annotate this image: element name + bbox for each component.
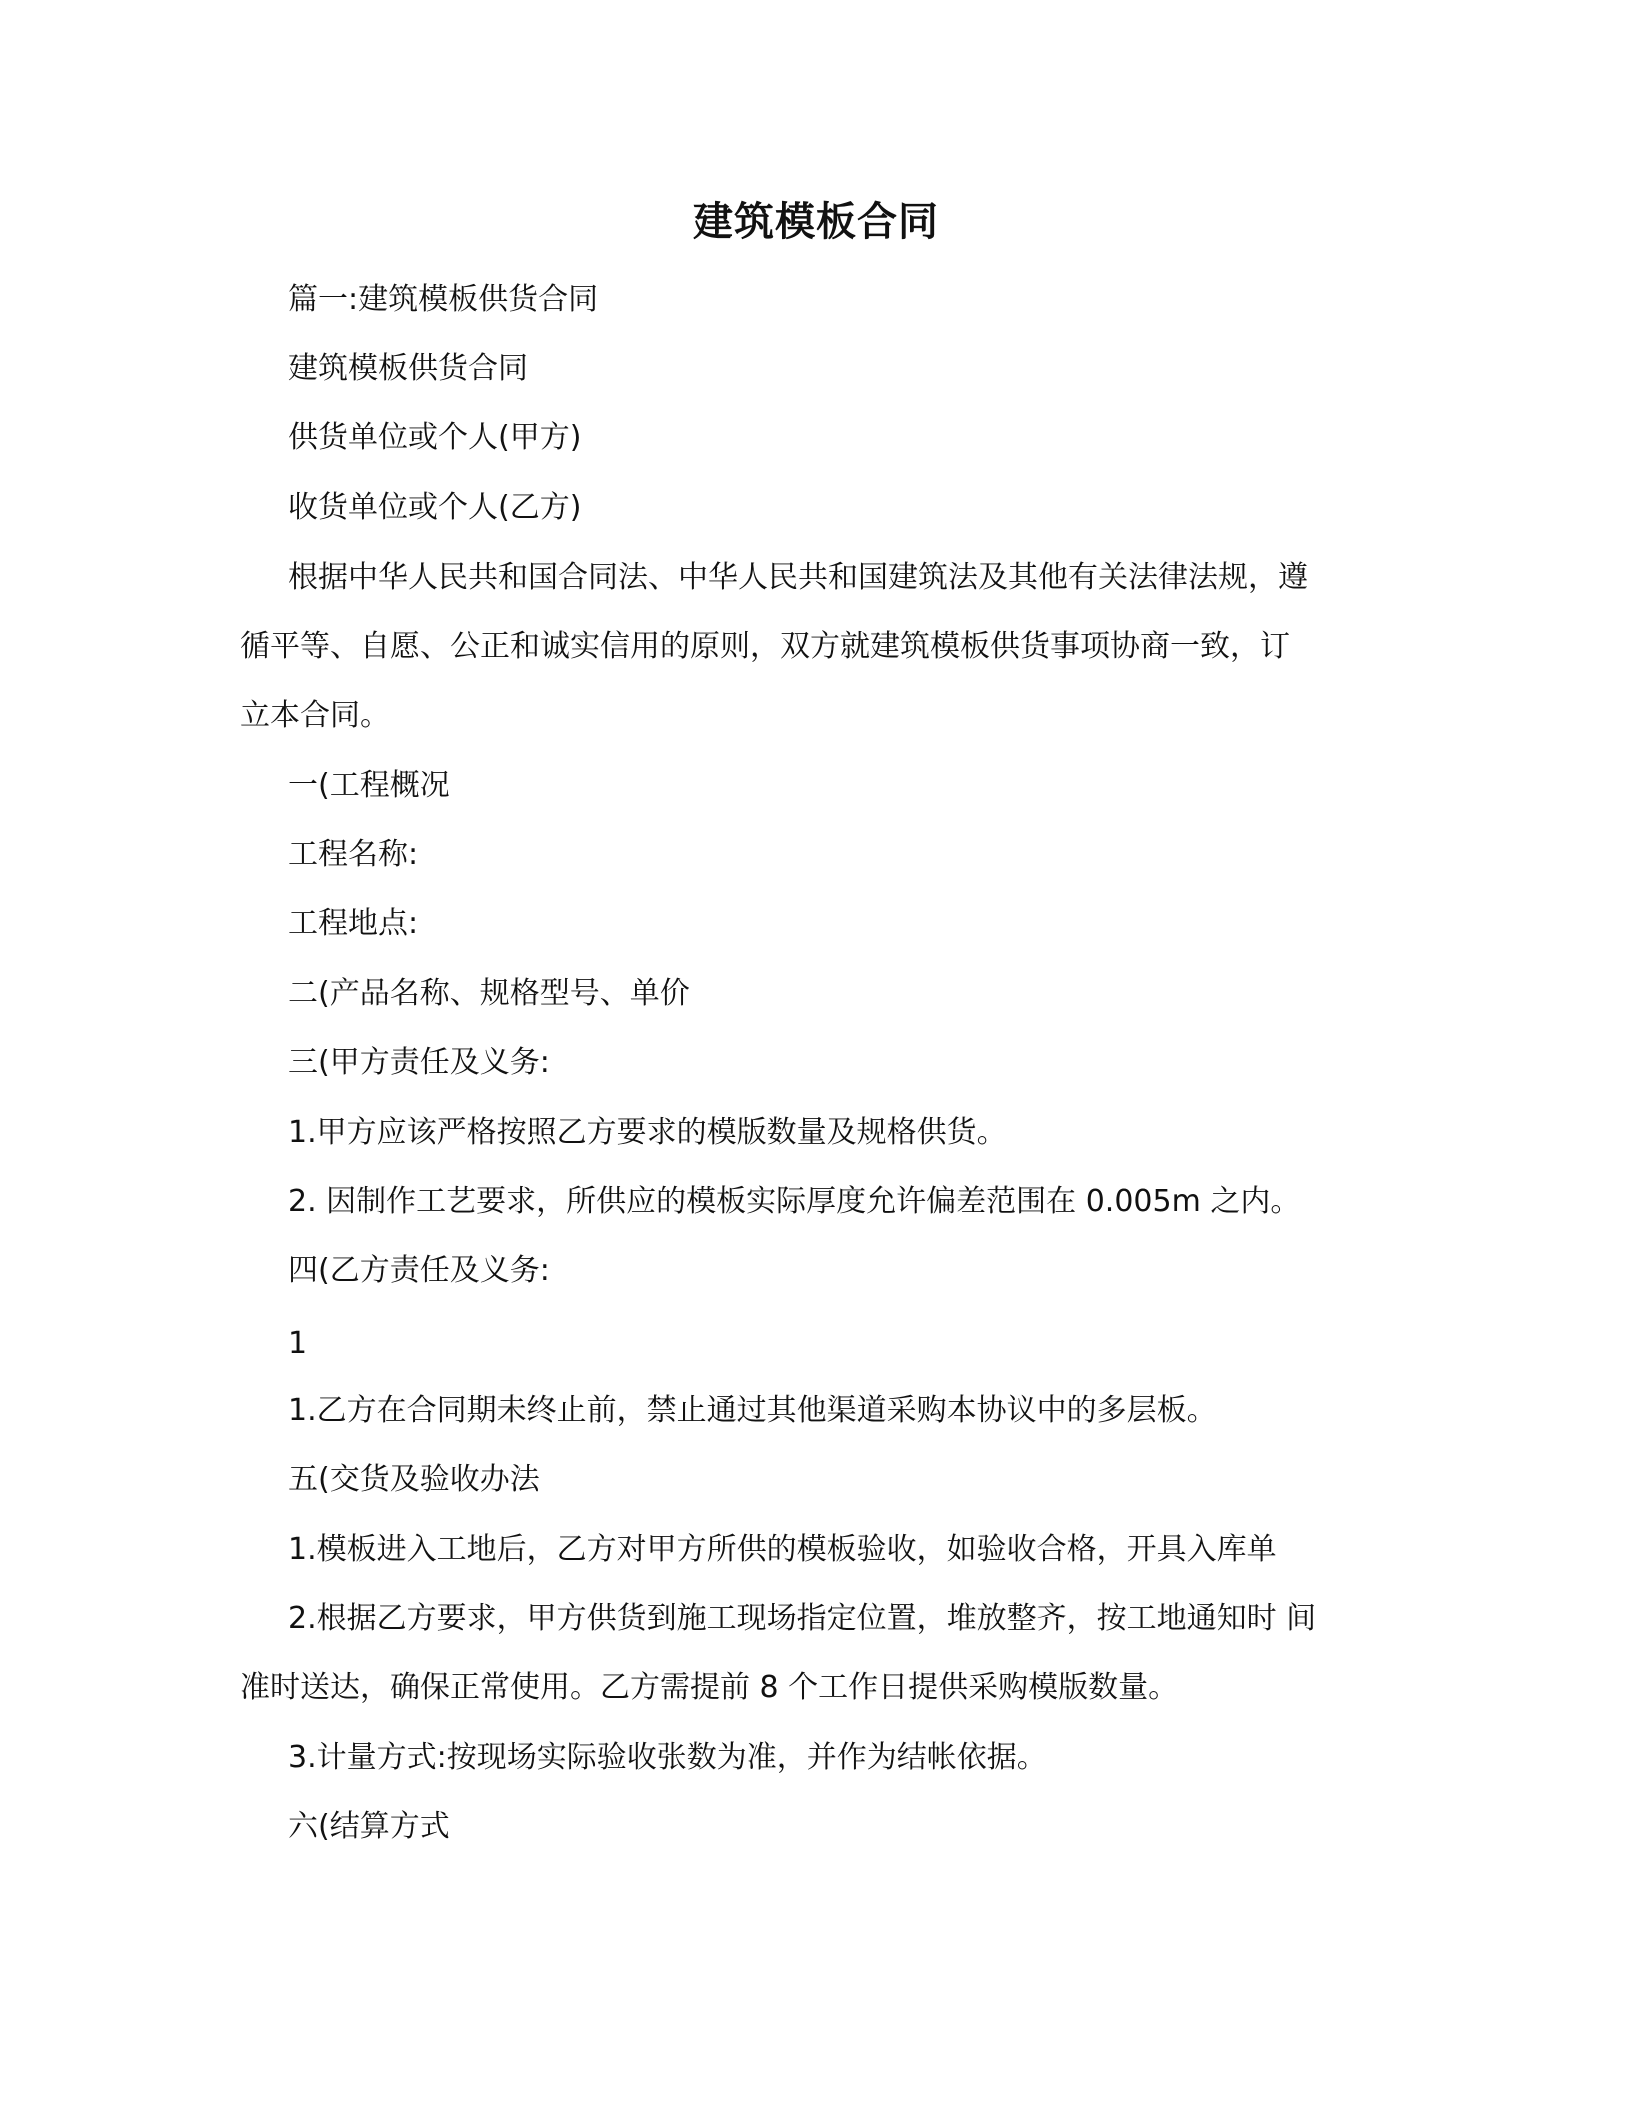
document-title: 建筑模板合同 <box>693 199 939 245</box>
section-3-item-1: 1.甲方应该严格按照乙方要求的模版数量及规格供货。 <box>288 1115 1007 1150</box>
contract-subtitle: 建筑模板供货合同 <box>288 351 528 386</box>
heading-part-one: 篇一:建筑模板供货合同 <box>288 282 599 317</box>
section-5-item-1: 1.模板进入工地后，乙方对甲方所供的模板验收，如验收合格，开具入库单 <box>288 1532 1277 1567</box>
preamble-line-3: 立本合同。 <box>240 698 390 733</box>
section-6-heading: 六(结算方式 <box>288 1809 450 1844</box>
project-name-field: 工程名称: <box>288 837 419 872</box>
section-4-heading: 四(乙方责任及义务: <box>288 1253 550 1288</box>
preamble-line-2: 循平等、自愿、公正和诚实信用的原则，双方就建筑模板供货事项协商一致，订 <box>240 629 1290 664</box>
section-5-heading: 五(交货及验收办法 <box>288 1462 540 1497</box>
section-3-item-2: 2. 因制作工艺要求，所供应的模板实际厚度允许偏差范围在 0.005m 之内。 <box>288 1184 1301 1219</box>
section-5-item-2-cont: 准时送达，确保正常使用。乙方需提前 8 个工作日提供采购模版数量。 <box>240 1670 1179 1705</box>
party-b-line: 收货单位或个人(乙方) <box>288 490 582 525</box>
section-5-item-2: 2.根据乙方要求，甲方供货到施工现场指定位置，堆放整齐，按工地通知时 间 <box>288 1601 1317 1636</box>
party-a-line: 供货单位或个人(甲方) <box>288 420 582 455</box>
section-1-heading: 一(工程概况 <box>288 768 450 803</box>
section-4-item-1: 1.乙方在合同期未终止前，禁止通过其他渠道采购本协议中的多层板。 <box>288 1393 1217 1428</box>
page-number: 1 <box>288 1326 308 1361</box>
project-location-field: 工程地点: <box>288 906 419 941</box>
section-2-heading: 二(产品名称、规格型号、单价 <box>288 976 690 1011</box>
section-5-item-3: 3.计量方式:按现场实际验收张数为准，并作为结帐依据。 <box>288 1740 1047 1775</box>
preamble-line-1: 根据中华人民共和国合同法、中华人民共和国建筑法及其他有关法律法规，遵 <box>288 560 1308 595</box>
section-3-heading: 三(甲方责任及义务: <box>288 1045 550 1080</box>
